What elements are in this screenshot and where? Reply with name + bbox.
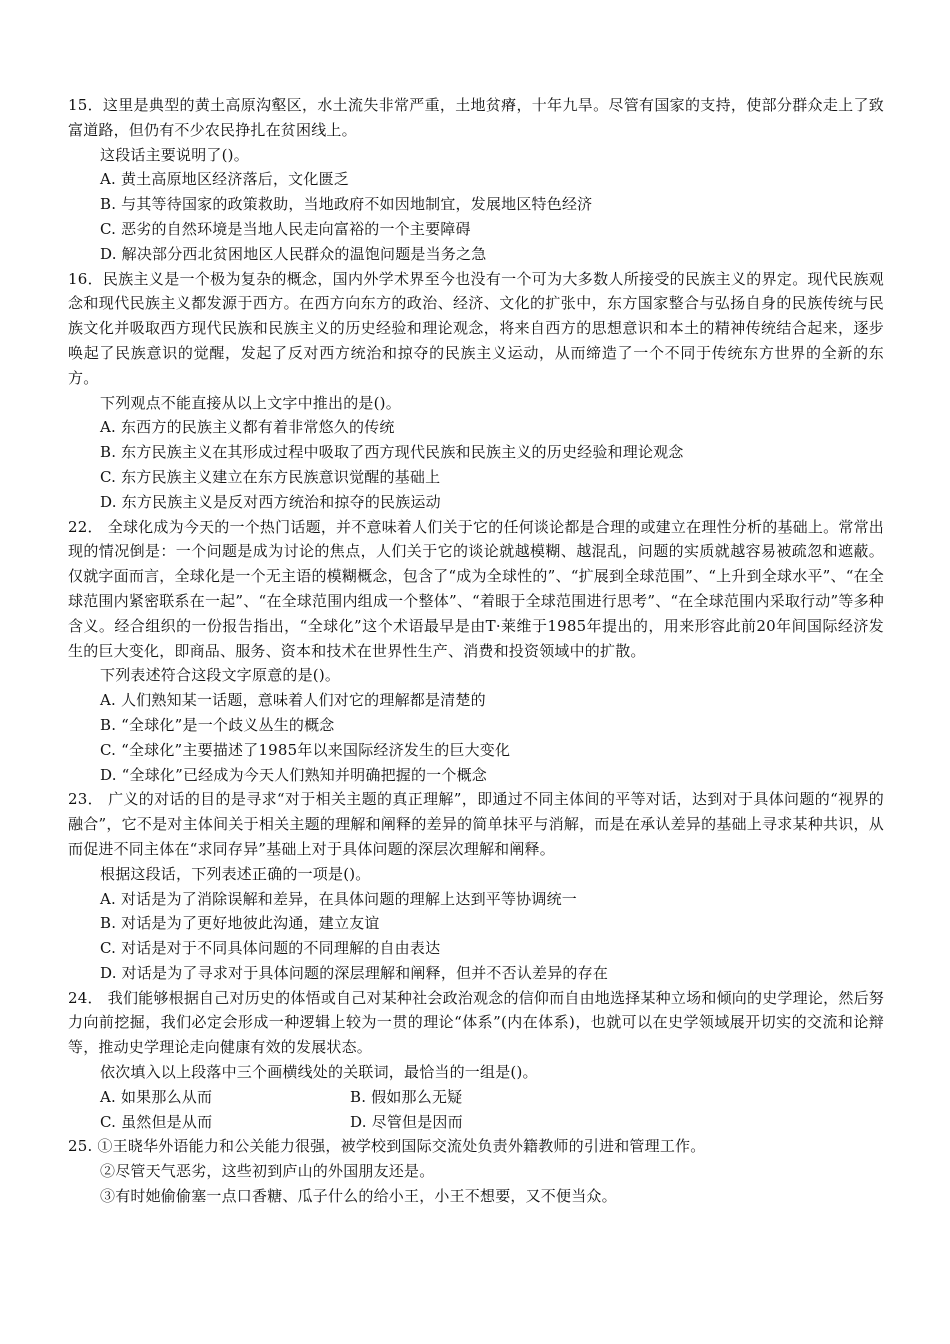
question-stem: 23． 广义的对话的目的是寻求“对于相关主题的真正理解”，即通过不同主体间的平等对话，达到对于具体问题的“视界的融合”，它不是对主体间关于相关主题的理解和阐释的差异的简单抹平与消解，而是在承认差异的基础上寻求某种共识，从而促进不同主体在“求同存异”基础上对于具体问题的深层次理解和阐释。	[68, 790, 884, 858]
option-d: D. “全球化”已经成为今天人们熟知并明确把握的一个概念	[100, 765, 487, 784]
option-c: C. “全球化”主要描述了1985年以来国际经济发生的巨大变化	[100, 740, 511, 759]
question-prompt: 下列表述符合这段文字原意的是()。	[100, 666, 341, 685]
option-b: B. 东方民族主义在其形成过程中吸取了西方现代民族和民族主义的历史经验和理论观念	[100, 443, 684, 462]
option-c: C. 东方民族主义建立在东方民族意识觉醒的基础上	[100, 467, 441, 486]
option-d: D. 东方民族主义是反对西方统治和掠夺的民族运动	[100, 492, 441, 511]
option-row	[68, 1085, 884, 1110]
option-d: D. 尽管但是因而	[350, 1112, 463, 1131]
option-d: D. 对话是为了寻求对于具体问题的深层理解和阐释，但并不否认差异的存在	[100, 963, 609, 982]
question-22	[68, 515, 884, 788]
question-stem: 24． 我们能够根据自己对历史的体悟或自己对某种社会政治观念的信仰而自由地选择某种立场和倾向的史学理论，然后努力向前挖掘，我们必定会形成一种逻辑上较为一贯的理论“体系”(内在体系)，也就可以在史学领域展开切实的交流和论辩等，推动史学理论走向健康有效的发展状态。	[68, 988, 884, 1057]
option-a: A. 如果那么从而	[100, 1087, 213, 1106]
option-c: C. 对话是对于不同具体问题的不同理解的自由表达	[100, 939, 441, 958]
question-stem: 16．民族主义是一个极为复杂的概念，国内外学术界至今也没有一个可为大多数人所接受的民族主义的界定。现代民族观念和现代民族主义都发源于西方。在西方向东方的政治、经济、文化的扩张中，东方国家整合与弘扬自身的民族传统与民族文化并吸取西方现代民族和民族主义的历史经验和理论观念，将来自西方的思想意识和本土的精神传统结合起来，逐步唤起了民族意识的觉醒，发起了反对西方统治和掠夺的民族主义运动，从而缔造了一个不同于传统东方世界的全新的东方。	[68, 269, 884, 387]
question-25	[68, 1134, 884, 1208]
option-c: C. 虽然但是从而	[100, 1112, 213, 1131]
question-24	[68, 986, 884, 1135]
option-a: A. 东西方的民族主义都有着非常悠久的传统	[100, 418, 395, 437]
question-prompt: 根据这段话，下列表述正确的一项是()。	[100, 864, 371, 883]
question-16	[68, 267, 884, 515]
option-a: A. 黄土高原地区经济落后，文化匮乏	[100, 170, 349, 189]
sentence-item: ②尽管天气恶劣，这些初到庐山的外国朋友还是。	[100, 1162, 435, 1181]
question-23	[68, 787, 884, 985]
option-a: A. 对话是为了消除误解和差异，在具体问题的理解上达到平等协调统一	[100, 889, 577, 908]
option-b: B. 假如那么无疑	[350, 1087, 463, 1106]
question-stem: 15．这里是典型的黄土高原沟壑区，水土流失非常严重，土地贫瘠，十年九旱。尽管有国家的支持，使部分群众走上了致富道路，但仍有不少农民挣扎在贫困线上。	[68, 96, 884, 139]
option-b: B. “全球化”是一个歧义丛生的概念	[100, 715, 335, 734]
document-content	[68, 93, 884, 1209]
question-prompt: 下列观点不能直接从以上文字中推出的是()。	[100, 393, 401, 412]
option-a: A. 人们熟知某一话题，意味着人们对它的理解都是清楚的	[100, 691, 486, 710]
question-prompt: 这段话主要说明了()。	[100, 145, 249, 164]
option-row	[68, 1110, 884, 1135]
option-d: D. 解决部分西北贫困地区人民群众的温饱问题是当务之急	[100, 244, 487, 263]
question-stem: 25. ①王晓华外语能力和公关能力很强，被学校到国际交流处负责外籍教师的引进和管理工作。	[68, 1137, 706, 1156]
option-c: C. 恶劣的自然环境是当地人民走向富裕的一个主要障碍	[100, 219, 471, 238]
question-15	[68, 93, 884, 267]
question-prompt: 依次填入以上段落中三个画横线处的关联词，最恰当的一组是()。	[100, 1063, 538, 1082]
sentence-item: ③有时她偷偷塞一点口香糖、瓜子什么的给小王，小王不想要，又不便当众。	[100, 1187, 617, 1206]
option-b: B. 对话是为了更好地彼此沟通，建立友谊	[100, 914, 380, 933]
option-b: B. 与其等待国家的政策救助，当地政府不如因地制宜，发展地区特色经济	[100, 195, 593, 214]
question-stem: 22． 全球化成为今天的一个热门话题，并不意味着人们关于它的任何谈论都是合理的或建立在理性分析的基础上。常常出现的情况倒是：一个问题是成为讨论的焦点，人们关于它的谈论就越模糊、越混乱，问题的实质就越容易被疏忽和遮蔽。仅就字面而言，全球化是一个无主语的模糊概念，包含了“成为全球性的”、“扩展到全球范围”、“上升到全球水平”、“在全球范围内紧密联系在一起”、“在全球范围内组成一个整体”、“着眼于全球范围进行思考”、“在全球范围内采取行动”等多种含义。经合组织的一份报告指出，“全球化”这个术语最早是由T·莱维于1985年提出的，用来形容此前20年间国际经济发生的巨大变化，即商品、服务、资本和技术在世界性生产、消费和投资领域中的扩散。	[68, 517, 884, 660]
